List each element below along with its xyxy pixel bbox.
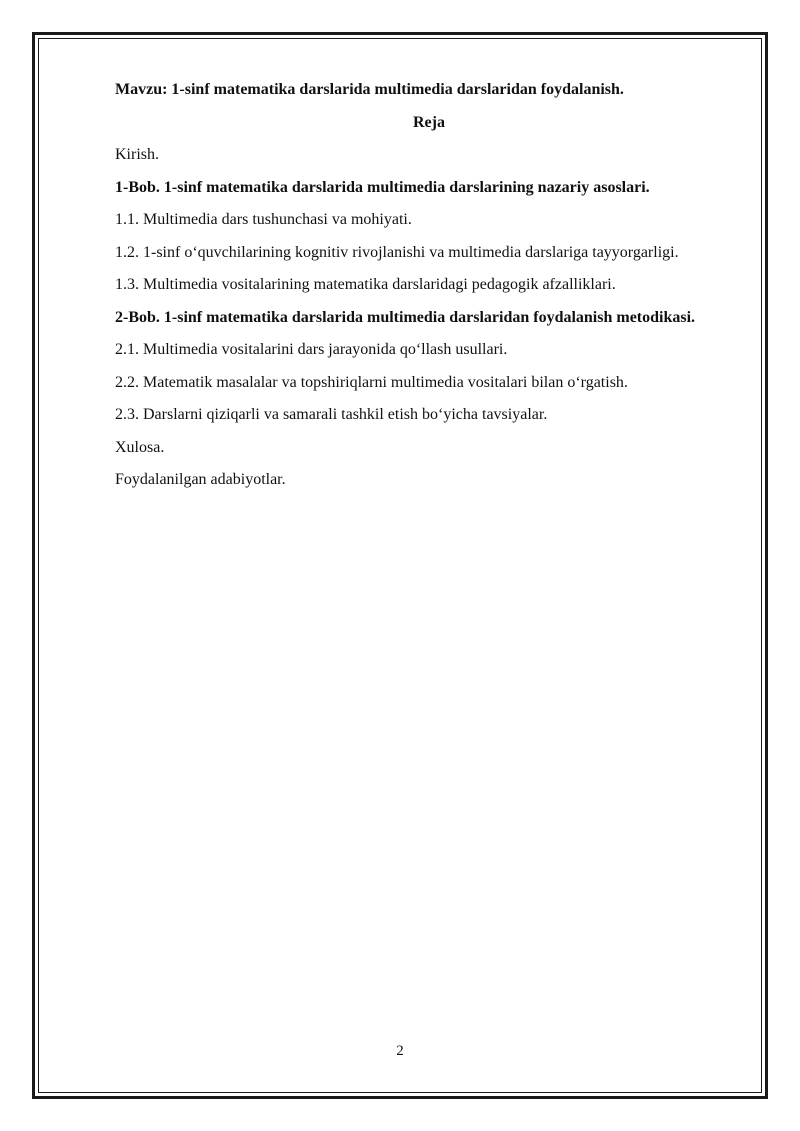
toc-item-references: Foydalanilgan adabiyotlar. — [115, 471, 286, 488]
plan-heading: Reja — [413, 113, 445, 131]
document-body — [115, 74, 743, 497]
toc-item-chapter-1: 1-Bob. 1-sinf matematika darslarida multimedia darslarining nazariy asoslari. — [115, 178, 650, 196]
toc-item-introduction: Kirish. — [115, 146, 159, 163]
toc-item-chapter-2: 2-Bob. 1-sinf matematika darslarida multimedia darslaridan foydalanish metodikasi. — [115, 308, 696, 326]
toc-item-2-3: 2.3. Darslarni qiziqarli va samarali tashkil etish bo‘yicha tavsiyalar. — [115, 406, 548, 423]
toc-item-1-3: 1.3. Multimedia vositalarining matematika darslaridagi pedagogik afzalliklari. — [115, 276, 616, 293]
toc-item-1-1: 1.1. Multimedia dars tushunchasi va mohiyati. — [115, 211, 412, 228]
toc-item-2-1: 2.1. Multimedia vositalarini dars jarayonida qo‘llash usullari. — [115, 341, 508, 358]
document-title: Mavzu: 1-sinf matematika darslarida multimedia darslaridan foydalanish. — [115, 81, 624, 98]
toc-item-conclusion: Xulosa. — [115, 438, 165, 456]
toc-item-2-2: 2.2. Matematik masalalar va topshiriqlarni multimedia vositalari bilan o‘rgatish. — [115, 373, 628, 391]
toc-item-1-2: 1.2. 1-sinf o‘quvchilarining kognitiv rivojlanishi va multimedia darslariga tayyorgarligi. — [115, 243, 679, 261]
page-number: 2 — [396, 1043, 404, 1059]
